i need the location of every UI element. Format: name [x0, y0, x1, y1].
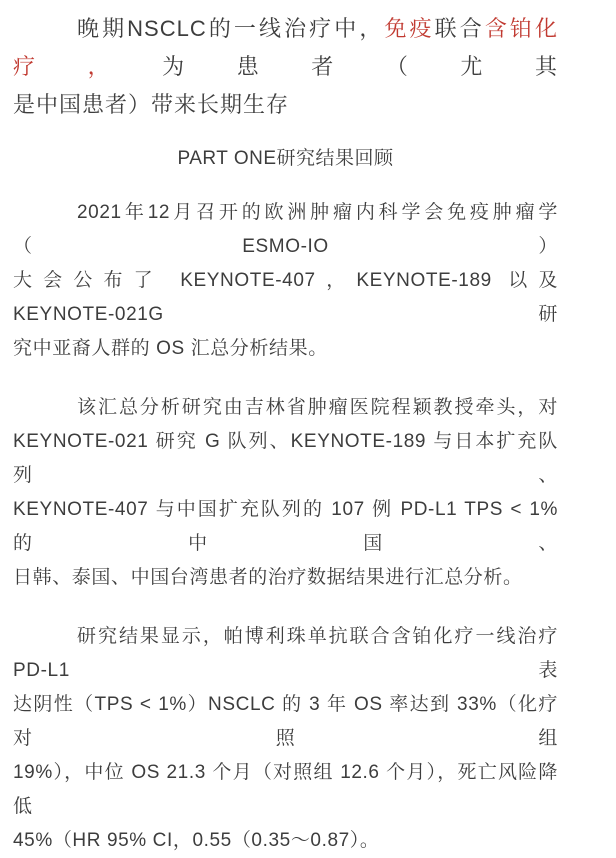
intro-text: 晚期NSCLC的一线治疗中，	[77, 16, 385, 41]
intro-line	[13, 10, 558, 86]
body-paragraph-esmo	[13, 196, 558, 366]
body-paragraph-pooled-analysis	[13, 391, 558, 595]
text-line: 日韩、泰国、中国台湾患者的治疗数据结果进行汇总分析。	[13, 567, 523, 588]
text-line: KEYNOTE-407 与中国扩充队列的 107 例 PD-L1 TPS < 1% 的中国、	[13, 499, 558, 554]
intro-text: 为患者（尤其	[162, 54, 558, 79]
text-line: 究中亚裔人群的 OS 汇总分析结果。	[13, 338, 328, 359]
intro-text: 联合	[434, 16, 485, 41]
text-line: 研究结果显示，帕博利珠单抗联合含铂化疗一线治疗 PD-L1 表	[13, 626, 558, 681]
section-heading: PART ONE研究结果回顾	[177, 148, 394, 169]
intro-text: 是中国患者）带来长期生存	[13, 92, 290, 117]
intro-paragraph	[13, 10, 558, 124]
text-line: 45%（HR 95% CI，0.55（0.35～0.87）。	[13, 830, 380, 851]
body-paragraph-results	[13, 620, 558, 858]
text-line: 大会公布了 KEYNOTE-407，KEYNOTE-189 以及 KEYNOTE-021G 研	[13, 270, 558, 325]
text-line: 19%），中位 OS 21.3 个月（对照组 12.6 个月），死亡风险降低	[13, 762, 558, 817]
highlight-immunotherapy: 免疫	[384, 16, 435, 41]
text-line: KEYNOTE-021 研究 G 队列、KEYNOTE-189 与日本扩充队列、	[13, 431, 558, 486]
text-line: 达阴性（TPS < 1%）NSCLC 的 3 年 OS 率达到 33%（化疗对照组	[13, 694, 558, 749]
text-line: 2021年12月召开的欧洲肿瘤内科学会免疫肿瘤学（ESMO-IO）	[13, 202, 558, 257]
text-line: 该汇总分析研究由吉林省肿瘤医院程颖教授牵头，对	[77, 397, 558, 418]
intro-line	[13, 86, 558, 124]
highlight-platinum-chemo: 含铂化疗，	[13, 16, 558, 79]
